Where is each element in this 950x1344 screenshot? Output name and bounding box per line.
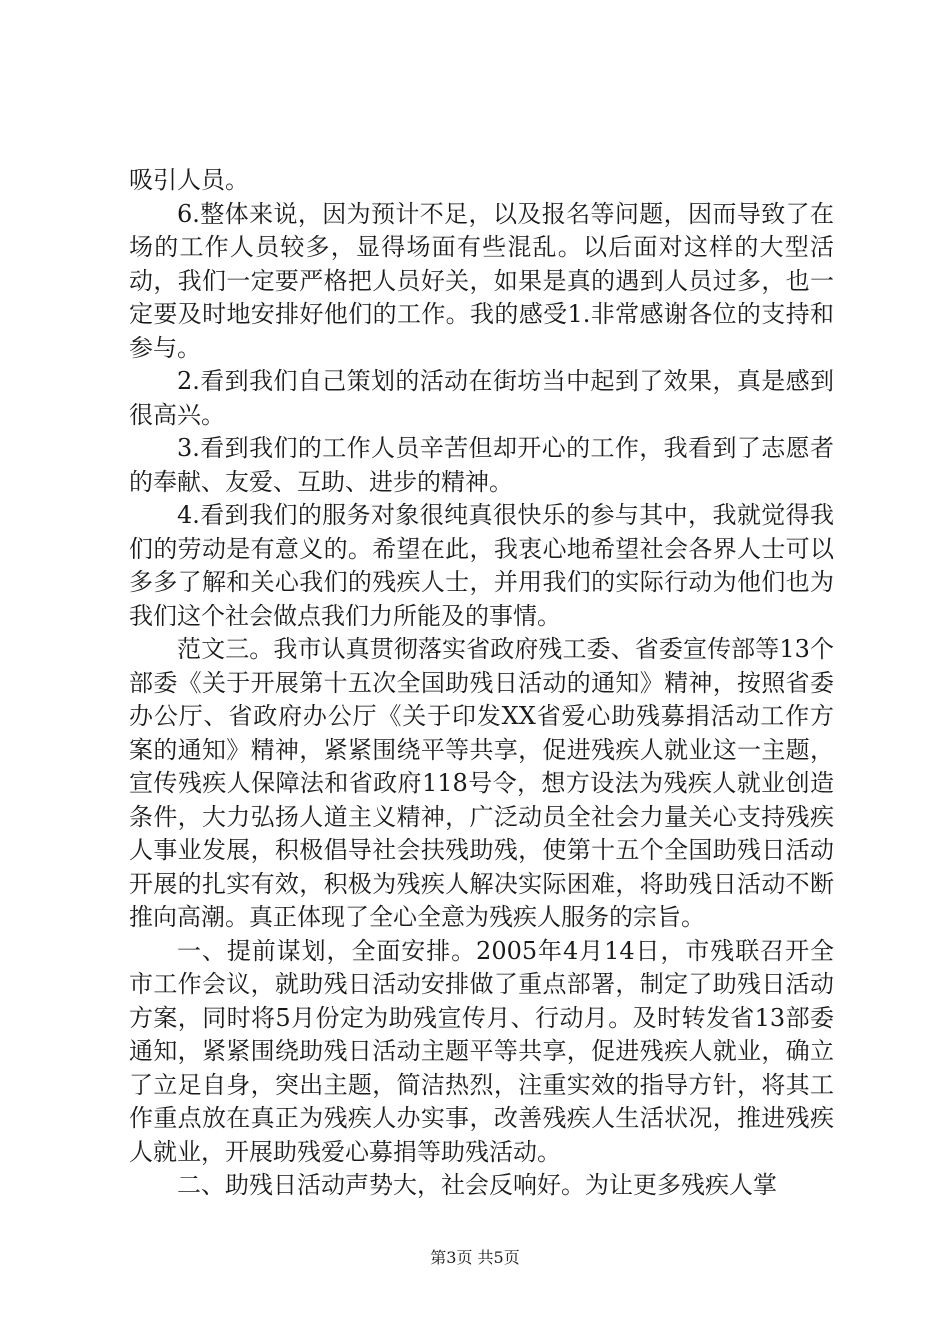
paragraph-feeling-2: 2.看到我们自己策划的活动在街坊当中起到了效果，真是感到很高兴。 <box>129 367 834 429</box>
paragraph-feeling-4: 4.看到我们的服务对象很纯真很快乐的参与其中，我就觉得我们的劳动是有意义的。希望在此，我衷心地希望社会各界人士可以多多了解和关心我们的残疾人士，并用我们的实际行动为他们也为我们这个社会做点我们力所能及的事情。 <box>129 501 834 630</box>
page-footer: 第3页 共5页 <box>430 1248 520 1267</box>
paragraph-section-two: 二、助残日活动声势大，社会反响好。为让更多残疾人掌 <box>177 1171 777 1199</box>
paragraph-item-6: 6.整体来说，因为预计不足，以及报名等问题，因而导致了在场的工作人员较多，显得场面有些混乱。以后面对这样的大型活动，我们一定要严格把人员好关，如果是真的遇到人员过多，也一定要及时地安排好他们的工作。我的感受1.非常感谢各位的支持和参与。 <box>129 199 834 362</box>
paragraph-sample-three: 范文三。我市认真贯彻落实省政府残工委、省委宣传部等13个部委《关于开展第十五次全国助残日活动的通知》精神，按照省委办公厅、省政府办公厅《关于印发XX省爱心助残募捐活动工作方案的通知》精神，紧紧围绕平等共享，促进残疾人就业这一主题，宣传残疾人保障法和省政府118号令，想方设法为残疾人就业创造条件，大力弘扬人道主义精神，广泛动员全社会力量关心支持残疾人事业发展，积极倡导社会扶残助残，使第十五个全国助残日活动开展的扎实有效，积极为残疾人解决实际困难，将助残日活动不断推向高潮。真正体现了全心全意为残疾人服务的宗旨。 <box>129 635 834 931</box>
paragraph-section-one: 一、提前谋划，全面安排。2005年4月14日，市残联召开全市工作会议，就助残日活动安排做了重点部署，制定了助残日活动方案，同时将5月份定为助残宣传月、行动月。及时转发省13部委通知，紧紧围绕助残日活动主题平等共享，促进残疾人就业，确立了立足自身，突出主题，简洁热烈，注重实效的指导方针，将其工作重点放在真正为残疾人办实事，改善残疾人生活状况，推进残疾人就业，开展助残爱心募捐等助残活动。 <box>129 936 834 1166</box>
document-body <box>129 164 834 1203</box>
paragraph-feeling-3: 3.看到我们的工作人员辛苦但却开心的工作，我看到了志愿者的奉献、友爱、互助、进步的精神。 <box>129 434 834 496</box>
paragraph-continuation: 吸引人员。 <box>129 166 249 194</box>
